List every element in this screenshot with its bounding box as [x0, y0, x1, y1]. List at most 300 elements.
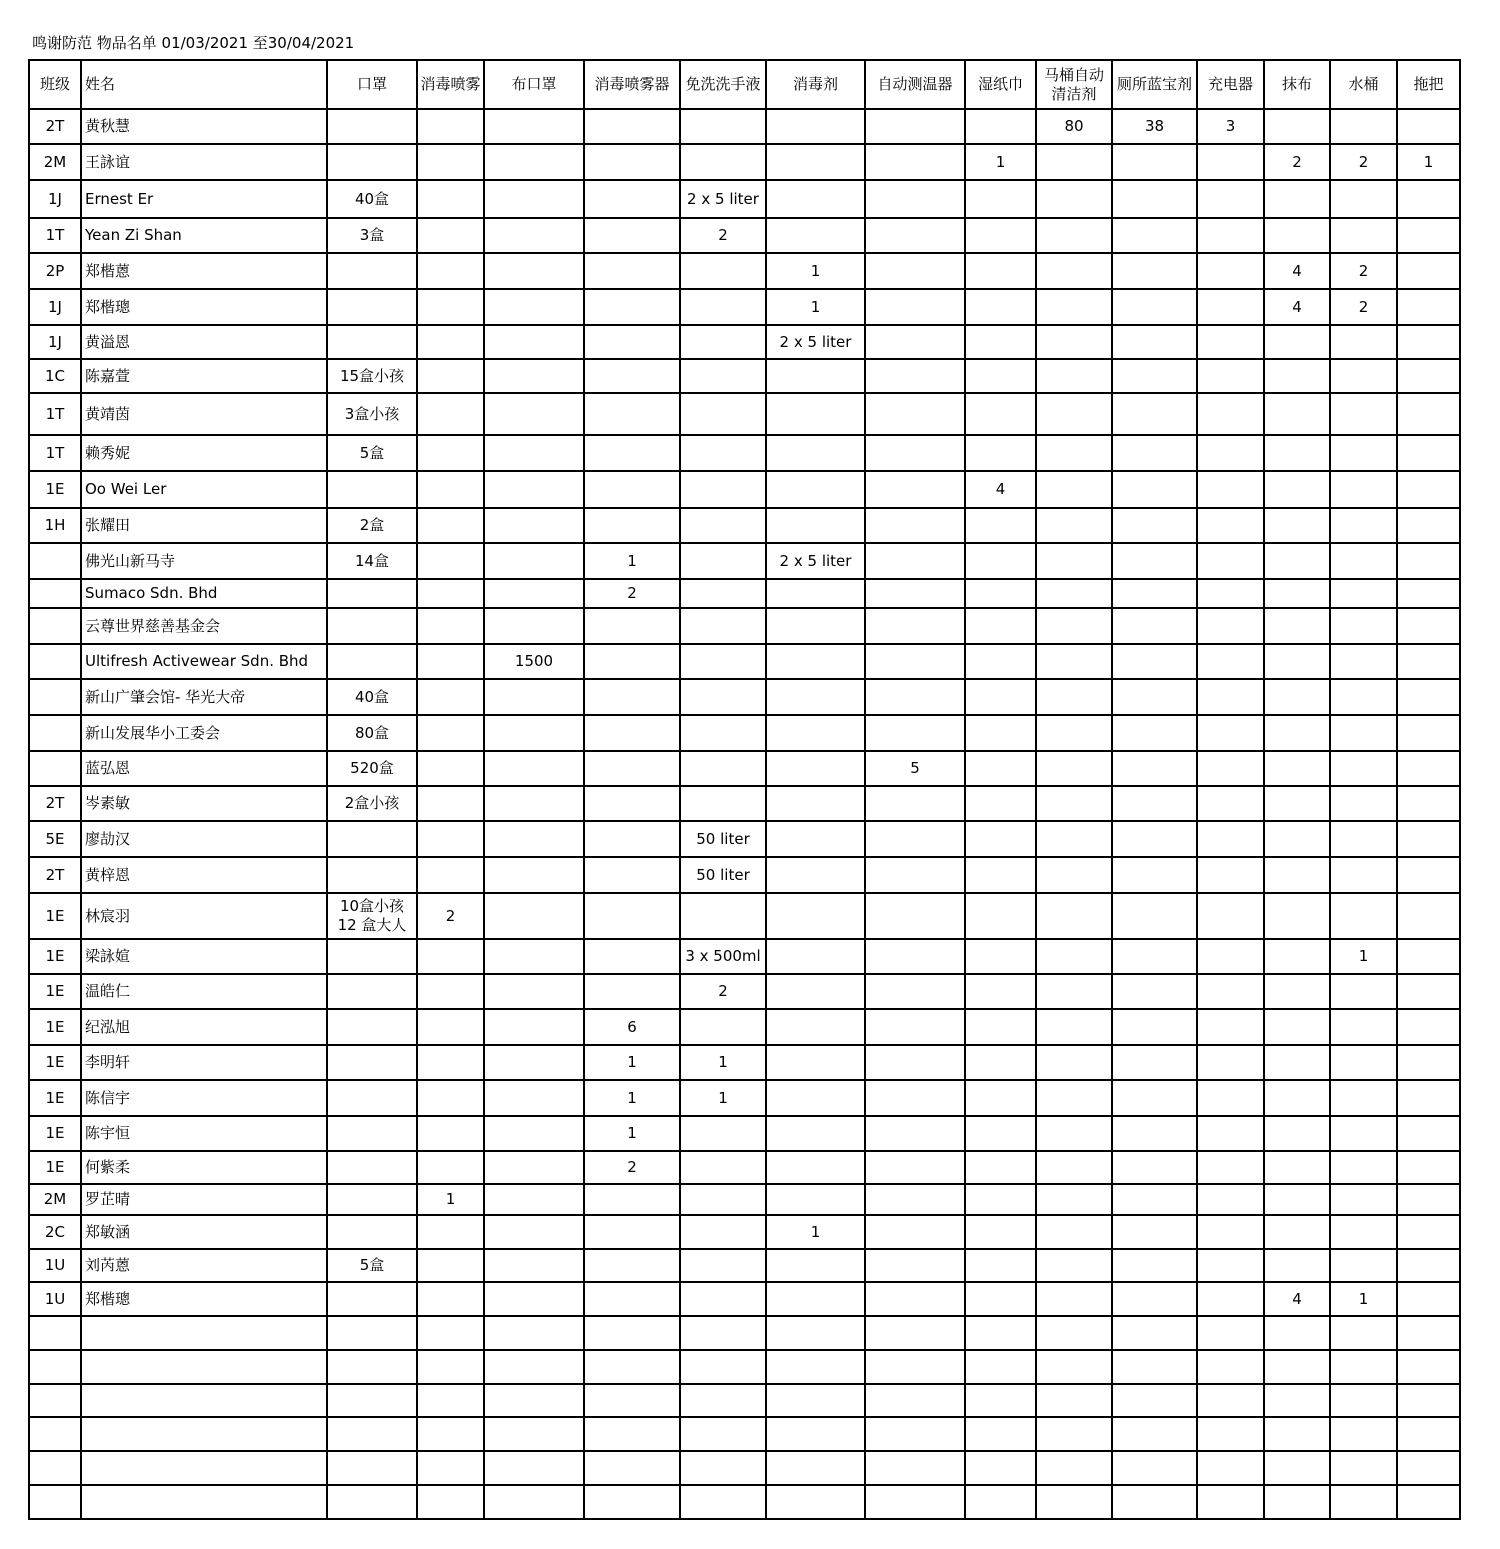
cell-hand-sanitizer: 50 liter [680, 821, 766, 857]
cell-rag [1264, 471, 1330, 508]
cell-class: 1E [29, 893, 81, 939]
cell-cloth-mask [484, 939, 584, 974]
cell-mop [1397, 1350, 1460, 1384]
header-disinfectant-spray: 消毒喷雾 [417, 60, 484, 109]
cell-class: 2M [29, 1184, 81, 1215]
cell-mask [327, 1350, 417, 1384]
cell-bucket: 1 [1330, 939, 1397, 974]
cell-hand-sanitizer [680, 751, 766, 786]
cell-bucket [1330, 393, 1397, 435]
cell-bucket [1330, 751, 1397, 786]
cell-disinfectant-spray [417, 253, 484, 289]
cell-name: 罗芷晴 [81, 1184, 327, 1215]
cell-bucket [1330, 1485, 1397, 1519]
cell-mop [1397, 508, 1460, 543]
table-row [29, 1151, 1460, 1184]
cell-mask [327, 1215, 417, 1249]
header-row [29, 60, 1460, 109]
cell-mop [1397, 1249, 1460, 1282]
cell-wet-wipes [965, 1009, 1036, 1045]
cell-disinfectant-spray [417, 715, 484, 751]
cell-rag [1264, 1316, 1330, 1350]
cell-toilet-blue [1112, 1451, 1197, 1485]
cell-toilet-blue [1112, 893, 1197, 939]
cell-class: 1E [29, 1080, 81, 1116]
cell-class: 1E [29, 1045, 81, 1080]
cell-name: Yean Zi Shan [81, 218, 327, 253]
cell-cloth-mask [484, 1451, 584, 1485]
table-row [29, 1215, 1460, 1249]
cell-disinfectant-spray [417, 1045, 484, 1080]
cell-hand-sanitizer [680, 786, 766, 821]
cell-charger [1197, 1009, 1264, 1045]
cell-class: 1T [29, 435, 81, 471]
cell-wet-wipes [965, 289, 1036, 325]
cell-class: 5E [29, 821, 81, 857]
cell-wet-wipes [965, 751, 1036, 786]
cell-toilet-cleaner [1036, 253, 1112, 289]
table-row [29, 109, 1460, 144]
cell-sprayer [584, 1417, 680, 1451]
cell-disinfectant-spray [417, 1485, 484, 1519]
cell-mask [327, 253, 417, 289]
cell-sprayer [584, 715, 680, 751]
cell-rag [1264, 435, 1330, 471]
cell-disinfectant [766, 608, 865, 644]
cell-wet-wipes [965, 715, 1036, 751]
cell-mop [1397, 218, 1460, 253]
table-row [29, 1045, 1460, 1080]
table-row [29, 508, 1460, 543]
cell-sprayer [584, 857, 680, 893]
cell-name: 岑素敏 [81, 786, 327, 821]
table-row [29, 1282, 1460, 1316]
cell-charger [1197, 786, 1264, 821]
cell-name [81, 1417, 327, 1451]
cell-disinfectant [766, 144, 865, 180]
cell-toilet-cleaner [1036, 1417, 1112, 1451]
cell-disinfectant: 1 [766, 1215, 865, 1249]
cell-charger [1197, 144, 1264, 180]
cell-toilet-cleaner [1036, 1485, 1112, 1519]
cell-disinfectant [766, 751, 865, 786]
cell-disinfectant [766, 435, 865, 471]
cell-charger [1197, 1151, 1264, 1184]
cell-mask: 14盒 [327, 543, 417, 579]
cell-mop [1397, 543, 1460, 579]
cell-sprayer [584, 393, 680, 435]
header-disinfectant: 消毒剂 [766, 60, 865, 109]
cell-class: 1J [29, 289, 81, 325]
table-row [29, 218, 1460, 253]
cell-hand-sanitizer [680, 1215, 766, 1249]
cell-rag [1264, 1350, 1330, 1384]
cell-rag [1264, 1009, 1330, 1045]
cell-toilet-cleaner [1036, 1282, 1112, 1316]
cell-mop [1397, 435, 1460, 471]
cell-thermometer [865, 1316, 965, 1350]
cell-bucket [1330, 893, 1397, 939]
cell-wet-wipes [965, 543, 1036, 579]
cell-mop [1397, 1151, 1460, 1184]
cell-toilet-cleaner [1036, 751, 1112, 786]
cell-name: 郑楷蒽 [81, 253, 327, 289]
cell-mop [1397, 1116, 1460, 1151]
cell-charger [1197, 1417, 1264, 1451]
cell-disinfectant-spray [417, 579, 484, 608]
cell-cloth-mask [484, 1417, 584, 1451]
cell-thermometer [865, 1249, 965, 1282]
cell-name: 蓝弘恩 [81, 751, 327, 786]
cell-class [29, 715, 81, 751]
cell-cloth-mask [484, 435, 584, 471]
cell-mask [327, 579, 417, 608]
cell-hand-sanitizer [680, 1417, 766, 1451]
cell-mask: 2盒 [327, 508, 417, 543]
cell-class: 1E [29, 1116, 81, 1151]
cell-disinfectant: 2 x 5 liter [766, 543, 865, 579]
cell-rag [1264, 974, 1330, 1009]
cell-sprayer [584, 471, 680, 508]
cell-name: 陈宇恒 [81, 1116, 327, 1151]
cell-charger [1197, 325, 1264, 359]
cell-thermometer [865, 1215, 965, 1249]
cell-thermometer [865, 144, 965, 180]
cell-mop [1397, 109, 1460, 144]
cell-rag: 2 [1264, 144, 1330, 180]
cell-toilet-cleaner [1036, 218, 1112, 253]
table-row [29, 644, 1460, 679]
cell-disinfectant [766, 893, 865, 939]
cell-rag [1264, 939, 1330, 974]
cell-bucket [1330, 109, 1397, 144]
cell-sprayer [584, 1184, 680, 1215]
cell-charger [1197, 1282, 1264, 1316]
cell-thermometer [865, 939, 965, 974]
cell-mask [327, 1009, 417, 1045]
cell-wet-wipes [965, 1282, 1036, 1316]
cell-rag [1264, 1151, 1330, 1184]
cell-mop [1397, 644, 1460, 679]
cell-mask [327, 939, 417, 974]
cell-name: 新山发展华小工委会 [81, 715, 327, 751]
cell-rag [1264, 644, 1330, 679]
cell-disinfectant [766, 1350, 865, 1384]
cell-sprayer [584, 1316, 680, 1350]
cell-bucket [1330, 543, 1397, 579]
cell-thermometer [865, 1485, 965, 1519]
cell-wet-wipes [965, 1116, 1036, 1151]
cell-disinfectant [766, 508, 865, 543]
cell-mask [327, 1384, 417, 1417]
cell-thermometer [865, 218, 965, 253]
cell-toilet-blue [1112, 1184, 1197, 1215]
cell-class [29, 644, 81, 679]
cell-thermometer [865, 508, 965, 543]
cell-toilet-cleaner [1036, 679, 1112, 715]
cell-disinfectant [766, 109, 865, 144]
cell-bucket [1330, 679, 1397, 715]
cell-rag [1264, 543, 1330, 579]
cell-rag [1264, 180, 1330, 218]
cell-hand-sanitizer [680, 1151, 766, 1184]
cell-disinfectant: 2 x 5 liter [766, 325, 865, 359]
cell-thermometer [865, 1282, 965, 1316]
cell-wet-wipes [965, 679, 1036, 715]
cell-wet-wipes [965, 821, 1036, 857]
cell-bucket [1330, 786, 1397, 821]
cell-bucket [1330, 608, 1397, 644]
cell-thermometer [865, 608, 965, 644]
cell-sprayer [584, 359, 680, 393]
cell-disinfectant [766, 715, 865, 751]
cell-sprayer: 1 [584, 543, 680, 579]
cell-class: 1U [29, 1249, 81, 1282]
cell-hand-sanitizer [680, 289, 766, 325]
cell-name: 林宸羽 [81, 893, 327, 939]
cell-toilet-cleaner [1036, 1045, 1112, 1080]
cell-disinfectant-spray [417, 857, 484, 893]
cell-rag [1264, 1485, 1330, 1519]
cell-rag: 4 [1264, 1282, 1330, 1316]
cell-thermometer [865, 974, 965, 1009]
cell-name: Oo Wei Ler [81, 471, 327, 508]
cell-rag [1264, 1116, 1330, 1151]
cell-toilet-blue [1112, 508, 1197, 543]
table-row [29, 543, 1460, 579]
cell-mask: 10盒小孩 12 盒大人 [327, 893, 417, 939]
cell-class [29, 543, 81, 579]
cell-hand-sanitizer [680, 1249, 766, 1282]
cell-disinfectant-spray [417, 144, 484, 180]
cell-bucket [1330, 1009, 1397, 1045]
cell-disinfectant-spray [417, 471, 484, 508]
cell-sprayer [584, 289, 680, 325]
cell-bucket [1330, 715, 1397, 751]
cell-disinfectant [766, 359, 865, 393]
cell-toilet-blue [1112, 1151, 1197, 1184]
cell-cloth-mask [484, 786, 584, 821]
cell-disinfectant-spray [417, 974, 484, 1009]
table-row [29, 715, 1460, 751]
cell-disinfectant-spray [417, 1282, 484, 1316]
header-sprayer: 消毒喷雾器 [584, 60, 680, 109]
cell-toilet-blue [1112, 751, 1197, 786]
cell-hand-sanitizer [680, 435, 766, 471]
cell-class [29, 1384, 81, 1417]
cell-hand-sanitizer [680, 1116, 766, 1151]
cell-disinfectant [766, 1080, 865, 1116]
cell-mask [327, 109, 417, 144]
table-row [29, 939, 1460, 974]
cell-bucket [1330, 1116, 1397, 1151]
cell-mask [327, 1080, 417, 1116]
cell-disinfectant-spray [417, 1249, 484, 1282]
cell-disinfectant-spray [417, 679, 484, 715]
cell-cloth-mask [484, 1316, 584, 1350]
cell-cloth-mask [484, 608, 584, 644]
header-mop: 拖把 [1397, 60, 1460, 109]
cell-rag [1264, 1417, 1330, 1451]
cell-disinfectant-spray [417, 939, 484, 974]
cell-name: 何紫柔 [81, 1151, 327, 1184]
cell-class: 2C [29, 1215, 81, 1249]
cell-disinfectant-spray [417, 109, 484, 144]
cell-class: 1U [29, 1282, 81, 1316]
cell-mop [1397, 1045, 1460, 1080]
cell-bucket [1330, 857, 1397, 893]
cell-rag [1264, 821, 1330, 857]
cell-charger [1197, 1116, 1264, 1151]
cell-toilet-blue [1112, 644, 1197, 679]
cell-bucket [1330, 1215, 1397, 1249]
table-row [29, 679, 1460, 715]
cell-class [29, 1451, 81, 1485]
cell-wet-wipes [965, 786, 1036, 821]
cell-bucket [1330, 974, 1397, 1009]
cell-disinfectant: 1 [766, 253, 865, 289]
table-row [29, 253, 1460, 289]
cell-disinfectant-spray [417, 508, 484, 543]
cell-cloth-mask [484, 1116, 584, 1151]
cell-sprayer [584, 109, 680, 144]
cell-toilet-cleaner [1036, 821, 1112, 857]
cell-disinfectant-spray [417, 1316, 484, 1350]
cell-disinfectant-spray [417, 751, 484, 786]
cell-disinfectant-spray [417, 393, 484, 435]
cell-thermometer [865, 644, 965, 679]
cell-toilet-blue [1112, 471, 1197, 508]
cell-wet-wipes [965, 1151, 1036, 1184]
cell-mask: 15盒小孩 [327, 359, 417, 393]
cell-charger [1197, 435, 1264, 471]
cell-thermometer [865, 786, 965, 821]
cell-sprayer [584, 253, 680, 289]
cell-bucket: 2 [1330, 289, 1397, 325]
cell-rag [1264, 1045, 1330, 1080]
cell-hand-sanitizer: 50 liter [680, 857, 766, 893]
cell-class: 1J [29, 180, 81, 218]
cell-cloth-mask: 1500 [484, 644, 584, 679]
cell-toilet-blue [1112, 180, 1197, 218]
cell-charger [1197, 715, 1264, 751]
cell-wet-wipes [965, 974, 1036, 1009]
cell-hand-sanitizer [680, 893, 766, 939]
cell-wet-wipes [965, 579, 1036, 608]
cell-disinfectant [766, 786, 865, 821]
cell-thermometer [865, 180, 965, 218]
document-title: 鸣谢防范 物品名单 01/03/2021 至30/04/2021 [32, 34, 355, 52]
cell-disinfectant-spray [417, 218, 484, 253]
cell-toilet-cleaner [1036, 1215, 1112, 1249]
table-row [29, 393, 1460, 435]
cell-wet-wipes [965, 218, 1036, 253]
cell-bucket [1330, 1151, 1397, 1184]
cell-toilet-cleaner [1036, 1350, 1112, 1384]
cell-hand-sanitizer [680, 608, 766, 644]
cell-hand-sanitizer: 2 [680, 974, 766, 1009]
cell-hand-sanitizer [680, 679, 766, 715]
cell-cloth-mask [484, 1009, 584, 1045]
cell-disinfectant-spray [417, 1009, 484, 1045]
cell-hand-sanitizer [680, 508, 766, 543]
cell-charger [1197, 218, 1264, 253]
cell-toilet-blue [1112, 579, 1197, 608]
cell-bucket [1330, 471, 1397, 508]
cell-cloth-mask [484, 109, 584, 144]
cell-cloth-mask [484, 1350, 584, 1384]
cell-cloth-mask [484, 1080, 584, 1116]
cell-hand-sanitizer [680, 543, 766, 579]
cell-rag: 4 [1264, 289, 1330, 325]
cell-toilet-blue [1112, 1045, 1197, 1080]
cell-thermometer [865, 679, 965, 715]
cell-mask: 40盒 [327, 180, 417, 218]
cell-sprayer [584, 1249, 680, 1282]
cell-class: 1E [29, 471, 81, 508]
cell-cloth-mask [484, 1151, 584, 1184]
cell-class: 1T [29, 393, 81, 435]
cell-hand-sanitizer: 1 [680, 1080, 766, 1116]
cell-mop [1397, 1451, 1460, 1485]
cell-mop [1397, 1184, 1460, 1215]
cell-hand-sanitizer [680, 109, 766, 144]
cell-cloth-mask [484, 1045, 584, 1080]
cell-name [81, 1316, 327, 1350]
cell-hand-sanitizer: 1 [680, 1045, 766, 1080]
cell-mop [1397, 608, 1460, 644]
cell-wet-wipes [965, 1080, 1036, 1116]
cell-thermometer [865, 715, 965, 751]
cell-bucket [1330, 1045, 1397, 1080]
header-charger: 充电器 [1197, 60, 1264, 109]
cell-mask [327, 974, 417, 1009]
table-body [29, 109, 1460, 1519]
cell-bucket [1330, 1350, 1397, 1384]
cell-sprayer: 1 [584, 1045, 680, 1080]
cell-name: 佛光山新马寺 [81, 543, 327, 579]
cell-cloth-mask [484, 974, 584, 1009]
cell-name: 李明轩 [81, 1045, 327, 1080]
cell-mask [327, 325, 417, 359]
cell-disinfectant [766, 644, 865, 679]
cell-charger [1197, 289, 1264, 325]
cell-mop [1397, 471, 1460, 508]
cell-toilet-cleaner [1036, 471, 1112, 508]
cell-wet-wipes [965, 1184, 1036, 1215]
cell-toilet-cleaner [1036, 1316, 1112, 1350]
cell-mop [1397, 325, 1460, 359]
cell-disinfectant-spray [417, 543, 484, 579]
cell-class [29, 608, 81, 644]
cell-disinfectant-spray [417, 1384, 484, 1417]
table-row [29, 1384, 1460, 1417]
cell-charger [1197, 1215, 1264, 1249]
cell-thermometer [865, 821, 965, 857]
cell-mop [1397, 289, 1460, 325]
table-row [29, 893, 1460, 939]
cell-toilet-blue [1112, 608, 1197, 644]
cell-name: Ernest Er [81, 180, 327, 218]
cell-disinfectant-spray [417, 1080, 484, 1116]
cell-toilet-blue [1112, 543, 1197, 579]
cell-thermometer [865, 325, 965, 359]
cell-toilet-cleaner [1036, 1384, 1112, 1417]
cell-disinfectant-spray [417, 608, 484, 644]
cell-charger [1197, 180, 1264, 218]
cell-toilet-cleaner [1036, 1009, 1112, 1045]
cell-toilet-blue [1112, 1384, 1197, 1417]
